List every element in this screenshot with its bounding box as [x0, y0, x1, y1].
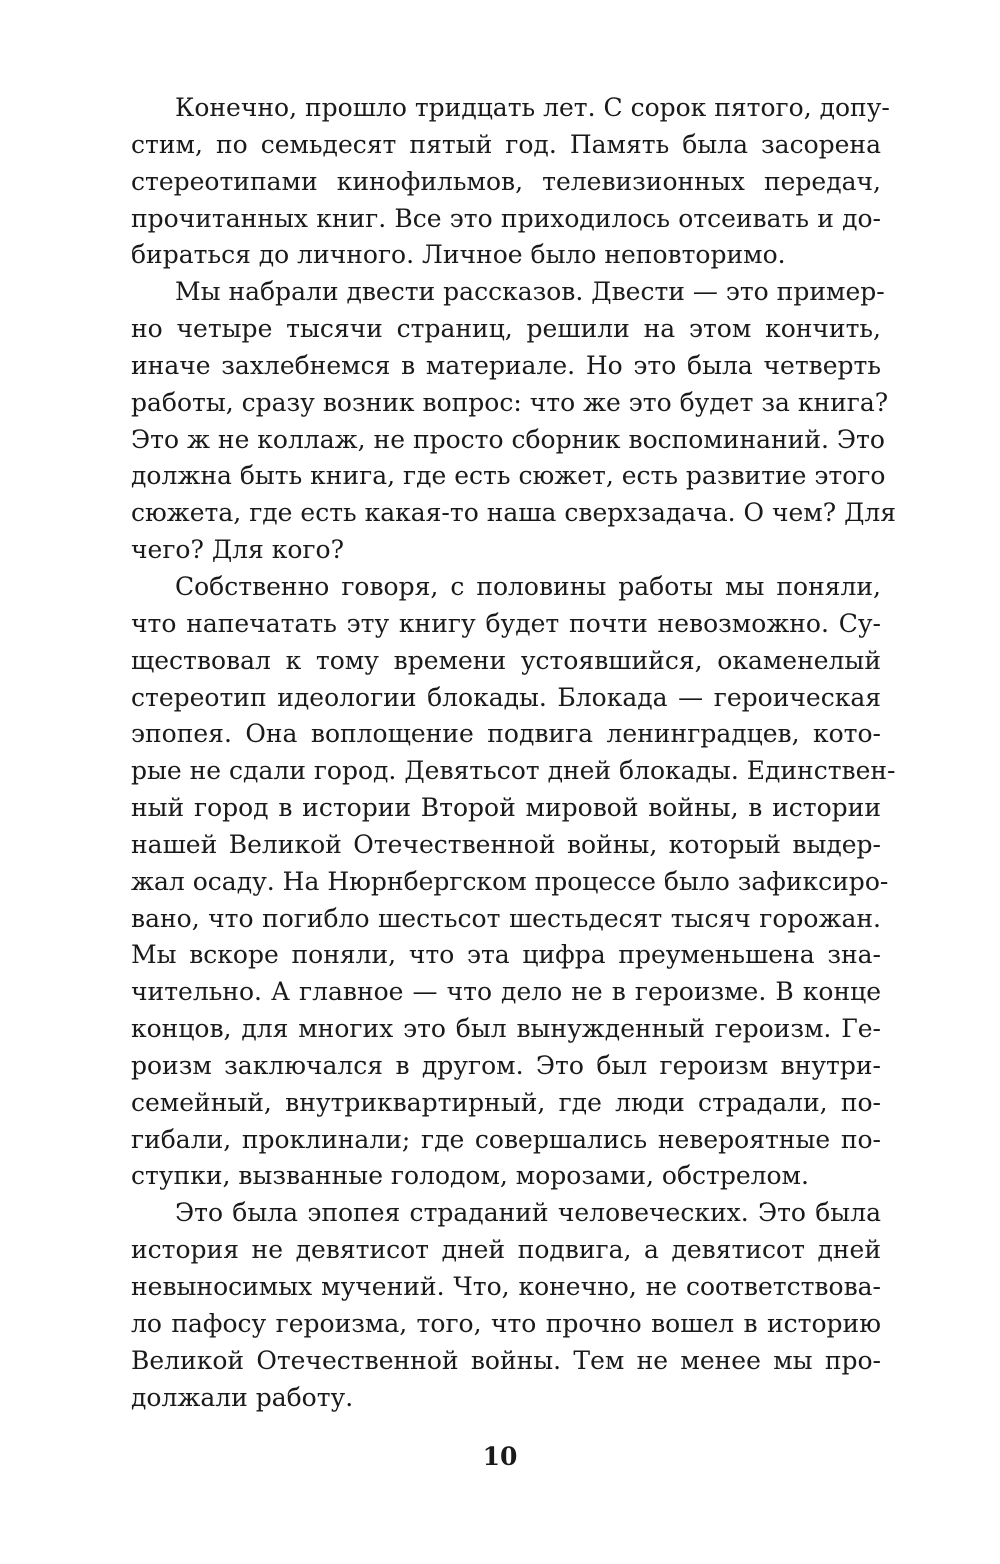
- text-line: Великой Отечественной войны. Тем не менее мы про-: [131, 1345, 881, 1375]
- text-line: должали работу.: [131, 1382, 354, 1412]
- text-line: но четыре тысячи страниц, решили на этом кончить,: [131, 314, 881, 344]
- text-line: должна быть книга, где есть сюжет, есть развитие этого: [131, 461, 886, 491]
- text-line: ло пафосу героизма, того, что прочно вошел в историю: [131, 1308, 881, 1338]
- page-text-body: [131, 90, 897, 1416]
- text-line: семейный, внутриквартирный, где люди страдали, по-: [131, 1087, 881, 1117]
- paragraph: [131, 90, 890, 274]
- text-line: жал осаду. На Нюрнбергском процессе было зафиксиро-: [131, 866, 889, 896]
- text-line: рые не сдали город. Девятьсот дней блокады. Единствен-: [131, 756, 896, 786]
- text-line: ществовал к тому времени устоявшийся, окаменелый: [131, 645, 881, 675]
- text-line: история не девятисот дней подвига, а девятисот дней: [131, 1235, 881, 1265]
- text-line: ный город в истории Второй мировой войны, в истории: [131, 793, 881, 823]
- page-number: 10: [482, 1442, 518, 1471]
- paragraph: [131, 1195, 881, 1416]
- text-line: работы, сразу возник вопрос: что же это будет за книга?: [131, 387, 889, 417]
- text-line: бираться до личного. Личное было неповторимо.: [131, 240, 786, 270]
- text-line: концов, для многих это был вынужденный героизм. Ге-: [131, 1014, 881, 1044]
- text-line: гибали, проклинали; где совершались невероятные по-: [131, 1124, 881, 1154]
- text-line: ступки, вызванные голодом, морозами, обстрелом.: [131, 1161, 809, 1191]
- paragraph: [131, 569, 896, 1195]
- text-line: чительно. А главное — что дело не в героизме. В конце: [131, 977, 881, 1007]
- text-line: стереотипами кинофильмов, телевизионных передач,: [131, 166, 881, 196]
- text-line: Мы набрали двести рассказов. Двести — это пример-: [175, 277, 885, 307]
- text-line: стим, по семьдесят пятый год. Память была засорена: [131, 129, 881, 159]
- text-line: нашей Великой Отечественной войны, который выдер-: [131, 829, 881, 859]
- text-line: вано, что погибло шестьсот шестьдесят тысяч горожан.: [131, 903, 881, 933]
- text-line: Это ж не коллаж, не просто сборник воспоминаний. Это: [131, 424, 885, 454]
- text-line: что напечатать эту книгу будет почти невозможно. Су-: [131, 608, 881, 638]
- text-line: сюжета, где есть какая-то наша сверхзадача. О чем? Для: [131, 498, 897, 528]
- text-line: роизм заключался в другом. Это был героизм внутри-: [131, 1050, 881, 1080]
- text-line: чего? Для кого?: [131, 535, 344, 565]
- text-line: Конечно, прошло тридцать лет. С сорок пятого, допу-: [175, 93, 890, 122]
- text-line: Это была эпопея страданий человеческих. Это была: [175, 1198, 881, 1228]
- text-line: Мы вскоре поняли, что эта цифра преуменьшена зна-: [131, 940, 881, 970]
- text-line: иначе захлебнемся в материале. Но это была четверть: [131, 350, 881, 380]
- text-line: прочитанных книг. Все это приходилось отсеивать и до-: [131, 203, 881, 233]
- text-line: эпопея. Она воплощение подвига ленинградцев, кото-: [131, 719, 881, 749]
- text-line: Собственно говоря, с половины работы мы поняли,: [175, 571, 881, 601]
- text-line: невыносимых мучений. Что, конечно, не соответствова-: [131, 1272, 881, 1301]
- text-line: стереотип идеологии блокады. Блокада — героическая: [131, 682, 881, 712]
- paragraph: [131, 274, 897, 569]
